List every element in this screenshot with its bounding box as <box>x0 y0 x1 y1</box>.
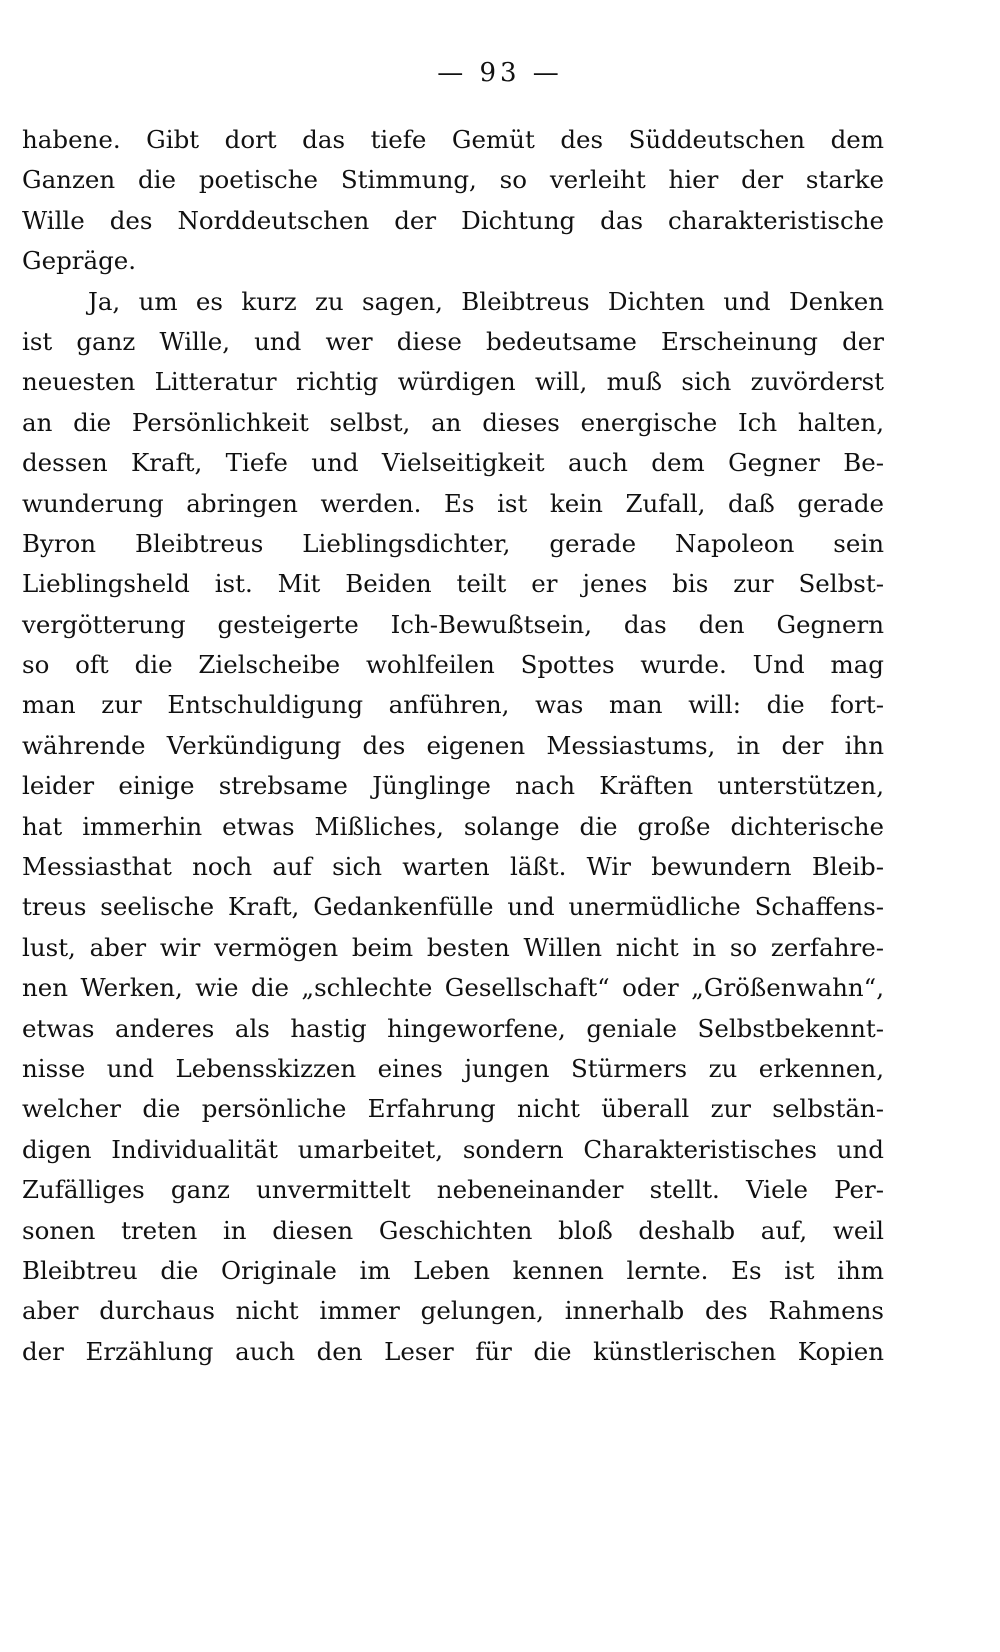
text-line: welcher die persönliche Erfahrung nicht überall zur selbstän- <box>22 1094 884 1124</box>
text-line: neuesten Litteratur richtig würdigen will, muß sich zuvörderst <box>22 367 884 397</box>
text-line: Byron Bleibtreus Lieblingsdichter, gerade Napoleon sein <box>22 528 884 558</box>
text-line: treus seelische Kraft, Gedankenfülle und unermüdliche Schaffens- <box>22 892 884 922</box>
text-line: digen Individualität umarbeitet, sondern Charakteristisches und <box>22 1134 884 1164</box>
text-line: etwas anderes als hastig hingeworfene, geniale Selbstbekennt- <box>22 1013 884 1043</box>
text-line: der Erzählung auch den Leser für die künstlerischen Kopien <box>22 1336 884 1366</box>
text-line: wunderung abringen werden. Es ist kein Zufall, daß gerade <box>22 488 884 518</box>
text-line: Ganzen die poetische Stimmung, so verleiht hier der starke <box>22 165 884 195</box>
text-line: so oft die Zielscheibe wohlfeilen Spottes wurde. Und mag <box>22 650 884 680</box>
text-line: habene. Gibt dort das tiefe Gemüt des Süddeutschen dem <box>22 125 884 154</box>
text-line: währende Verkündigung des eigenen Messiastums, in der ihn <box>22 730 884 760</box>
text-line: vergötterung gesteigerte Ich-Bewußtsein, das den Gegnern <box>22 609 884 639</box>
text-line: Gepräge. <box>22 246 137 276</box>
text-line: dessen Kraft, Tiefe und Vielseitigkeit auch dem Gegner Be- <box>22 448 884 478</box>
text-line: Messiasthat noch auf sich warten läßt. Wir bewundern Bleib- <box>22 852 884 882</box>
body-text <box>22 120 884 1372</box>
text-line: ist ganz Wille, und wer diese bedeutsame Erscheinung der <box>22 326 884 356</box>
text-line: Wille des Norddeutschen der Dichtung das charakteristische <box>22 205 884 235</box>
text-line: nen Werken, wie die „schlechte Gesellschaft“ oder „Größenwahn“, <box>22 973 884 1003</box>
text-line: lust, aber wir vermögen beim besten Willen nicht in so zerfahre- <box>22 932 884 962</box>
text-line: nisse und Lebensskizzen eines jungen Stürmers zu erkennen, <box>22 1053 884 1083</box>
page-number-header: — 93 — <box>437 58 563 88</box>
text-line: Bleibtreu die Originale im Leben kennen lernte. Es ist ihm <box>22 1255 884 1285</box>
text-line: man zur Entschuldigung anführen, was man will: die fort- <box>22 690 884 720</box>
text-line: leider einige strebsame Jünglinge nach Kräften unterstützen, <box>22 771 884 801</box>
text-line: an die Persönlichkeit selbst, an dieses energische Ich halten, <box>22 407 884 437</box>
paragraph-start-line: Ja, um es kurz zu sagen, Bleibtreus Dichten und Denken <box>88 286 884 316</box>
text-line: Lieblingsheld ist. Mit Beiden teilt er jenes bis zur Selbst- <box>22 569 884 599</box>
text-line: Zufälliges ganz unvermittelt nebeneinander stellt. Viele Per- <box>22 1175 884 1205</box>
text-line: hat immerhin etwas Mißliches, solange die große dichterische <box>22 811 884 841</box>
text-line: aber durchaus nicht immer gelungen, innerhalb des Rahmens <box>22 1296 884 1326</box>
text-line: sonen treten in diesen Geschichten bloß deshalb auf, weil <box>22 1215 884 1245</box>
